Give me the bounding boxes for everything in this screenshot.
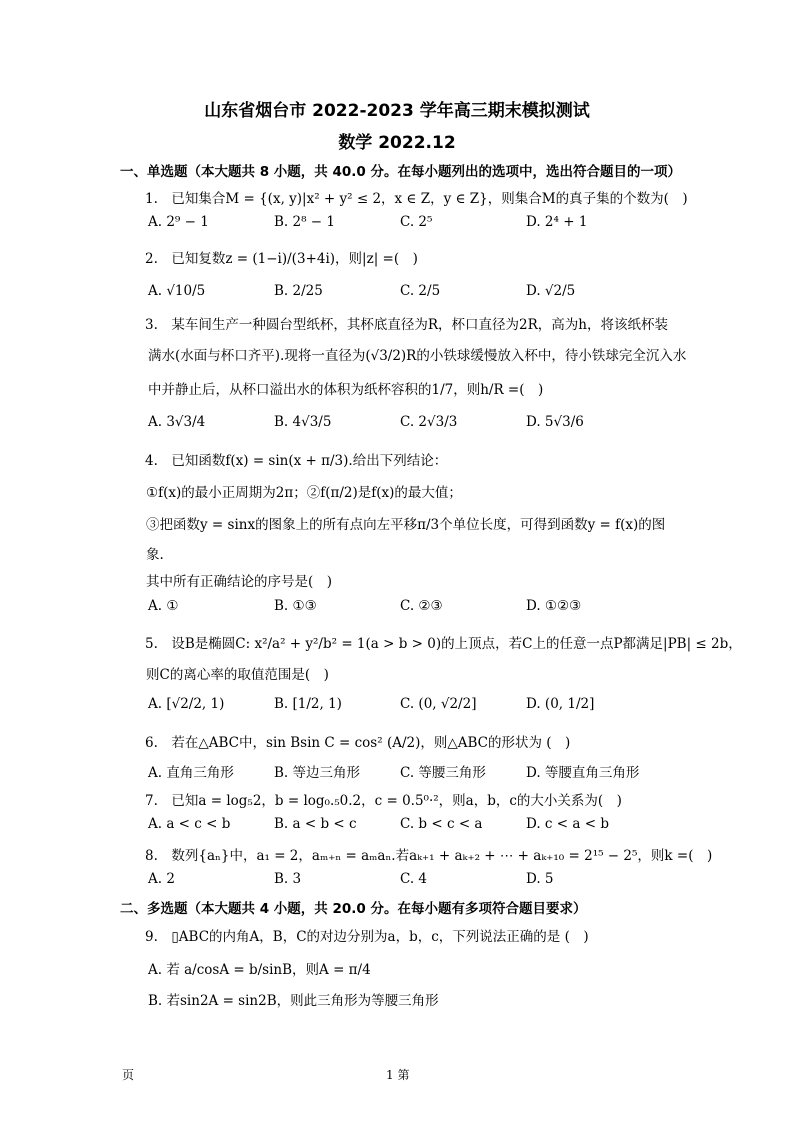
question-1-option-d: D. 2⁴ + 1 [526, 214, 588, 230]
question-2-option-d: D. √2/5 [526, 283, 576, 299]
question-4-stem-line-5: 其中所有正确结论的序号是( ) [146, 574, 333, 590]
question-2-stem: 2. 已知复数z = (1−i)/(3+4i)，则|z| =( ) [145, 251, 418, 267]
question-8-stem: 8. 数列{aₙ}中，a₁ = 2，aₘ₊ₙ = aₘaₙ.若aₖ₊₁ + aₖ₊₂ + ⋯ + aₖ₊₁₀ = 2¹⁵ − 2⁵，则k =( ) [145, 848, 713, 864]
question-2-option-a: A. √10/5 [148, 283, 206, 299]
question-2-option-c: C. 2/5 [400, 283, 441, 299]
question-6-option-c: C. 等腰三角形 [400, 765, 486, 781]
question-8-option-d: D. 5 [526, 871, 554, 887]
question-5-stem-line-1: 5. 设B是椭圆C: x²/a² + y²/b² = 1(a > b > 0)的上顶点，若C上的任意一点P都满足|PB| ≤ 2b， [145, 636, 742, 652]
question-4-stem-line-3: ③把函数y = sinx的图象上的所有点向左平移π/3个单位长度，可得到函数y = f(x)的图 [146, 517, 666, 533]
question-8-option-a: A. 2 [148, 871, 175, 887]
question-5-option-a: A. [√2/2, 1) [148, 696, 225, 712]
question-7-option-a: A. a < c < b [148, 816, 231, 832]
question-9-option-b: B. 若sin2A = sin2B，则此三角形为等腰三角形 [148, 993, 439, 1009]
question-1-option-b: B. 2⁸ − 1 [274, 214, 335, 230]
page-title: 山东省烟台市 2022-2023 学年高三期末模拟测试 [204, 101, 590, 121]
question-1-option-c: C. 2⁵ [400, 214, 433, 230]
question-3-stem-line-3: 中并静止后，从杯口溢出水的体积为纸杯容积的1/7，则h/R =( ) [148, 382, 544, 398]
question-1-option-a: A. 2⁹ − 1 [148, 214, 209, 230]
question-3-stem-line-2: 满水(水面与杯口齐平).现将一直径为(√3/2)R的小铁球缓慢放入杯中，待小铁球完全沉入水 [148, 348, 687, 364]
footer-page-label: 页 [122, 1068, 135, 1082]
question-3-option-c: C. 2√3/3 [400, 414, 458, 430]
section-heading-single-choice: 一、单选题（本大题共 8 小题，共 40.0 分。在每小题列出的选项中，选出符合题目的一项） [120, 164, 682, 180]
question-6-option-d: D. 等腰直角三角形 [526, 765, 640, 781]
page-subtitle: 数学 2022.12 [338, 133, 456, 153]
question-7-option-b: B. a < b < c [274, 816, 357, 832]
question-5-option-c: C. (0, √2/2] [400, 696, 477, 712]
question-3-option-d: D. 5√3/6 [526, 414, 584, 430]
question-3-option-a: A. 3√3/4 [148, 414, 206, 430]
question-8-option-b: B. 3 [274, 871, 302, 887]
question-4-option-b: B. ①③ [274, 598, 317, 614]
question-4-stem-line-2: ①f(x)的最小正周期为2π；②f(π/2)是f(x)的最大值； [146, 485, 462, 501]
question-2-option-b: B. 2/25 [274, 283, 323, 299]
question-4-option-d: D. ①②③ [526, 598, 582, 614]
question-3-stem-line-1: 3. 某车间生产一种圆台型纸杯，其杯底直径为R，杯口直径为2R，高为h，将该纸杯装 [145, 317, 668, 333]
section-heading-multiple-choice: 二、多选题（本大题共 4 小题，共 20.0 分。在每小题有多项符合题目要求） [120, 901, 587, 917]
question-9-stem: 9. ▯ABC的内角A，B，C的对边分别为a，b，c，下列说法正确的是 ( ) [145, 929, 589, 945]
question-4-stem-line-1: 4. 已知函数f(x) = sin(x + π/3).给出下列结论： [145, 453, 448, 469]
question-7-stem: 7. 已知a = log₅2，b = log₀.₅0.2，c = 0.5⁰·²，则a，b，c的大小关系为( ) [145, 793, 622, 809]
question-4-option-c: C. ②③ [400, 598, 443, 614]
footer-page-number: 1 第 [386, 1068, 410, 1082]
question-4-option-a: A. ① [148, 598, 179, 614]
question-8-option-c: C. 4 [400, 871, 428, 887]
question-5-stem-line-2: 则C的离心率的取值范围是( ) [146, 667, 329, 683]
question-7-option-c: C. b < c < a [400, 816, 483, 832]
question-7-option-d: D. c < a < b [526, 816, 609, 832]
question-9-option-a: A. 若 a/cosA = b/sinB，则A = π/4 [148, 962, 371, 978]
question-5-option-d: D. (0, 1/2] [526, 696, 595, 712]
question-6-stem: 6. 若在△ABC中，sin Bsin C = cos² (A/2)，则△ABC的形状为 ( ) [145, 735, 571, 751]
question-4-stem-line-4: 象. [146, 547, 164, 563]
question-1-stem: 1. 已知集合M = {(x, y)|x² + y² ≤ 2，x ∈ Z，y ∈ Z}，则集合M的真子集的个数为( ) [145, 191, 688, 207]
question-6-option-b: B. 等边三角形 [274, 765, 361, 781]
question-5-option-b: B. [1/2, 1) [274, 696, 342, 712]
question-6-option-a: A. 直角三角形 [148, 765, 234, 781]
question-3-option-b: B. 4√3/5 [274, 414, 332, 430]
